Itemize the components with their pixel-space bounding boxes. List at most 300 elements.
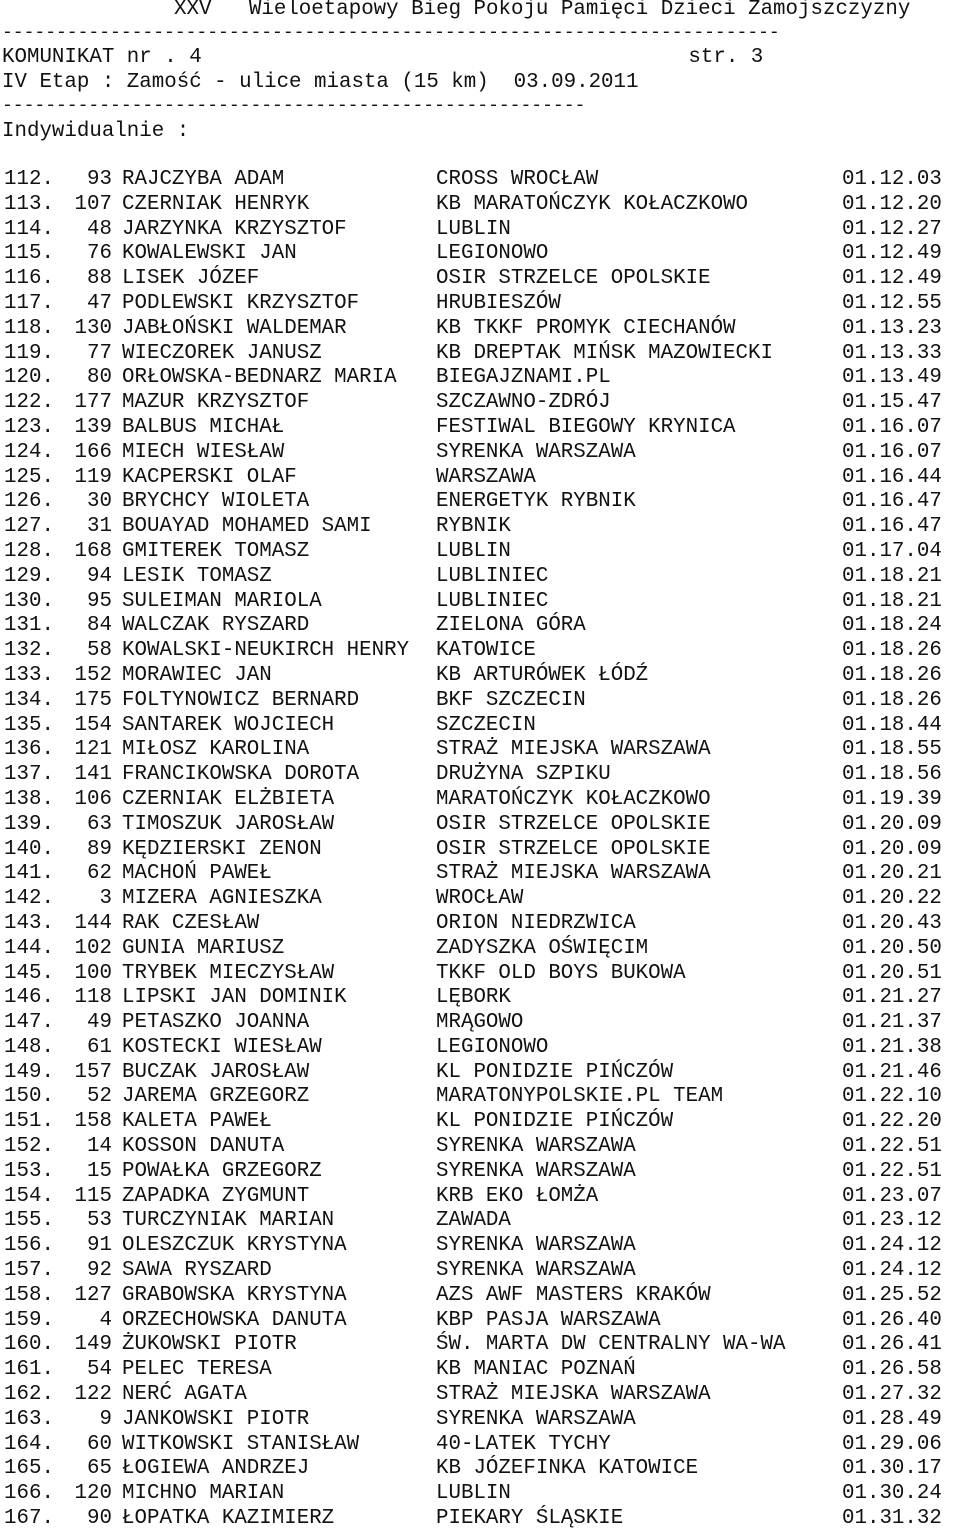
result-club: KATOWICE [436,639,536,663]
result-name: WITKOWSKI STANISŁAW [122,1432,360,1456]
result-bib: 177 [74,391,112,415]
result-time: 01.24.12 [842,1234,942,1258]
result-bib: 168 [74,539,112,563]
result-time: 01.17.04 [842,539,942,563]
result-name: KOWALEWSKI JAN [122,242,297,266]
result-time: 01.26.40 [842,1308,942,1332]
result-club: ORION NIEDRZWICA [436,911,636,935]
result-name: POWAŁKA GRZEGORZ [122,1159,322,1183]
result-club: ZIELONA GÓRA [436,614,586,638]
result-name: KOSTECKI WIESŁAW [122,1035,322,1059]
result-club: FESTIWAL BIEGOWY KRYNICA [436,415,736,439]
result-time: 01.15.47 [842,391,942,415]
result-club: WARSZAWA [436,465,536,489]
result-time: 01.20.22 [842,887,942,911]
result-bib: 94 [87,564,112,588]
result-row [0,1482,960,1507]
result-name: RAK CZESŁAW [122,911,260,935]
stage-line: IV Etap : Zamość - ulice miasta (15 km) 03.09.2011 [2,71,639,94]
result-row [0,1160,960,1185]
result-club: MARATONYPOLSKIE.PL TEAM [436,1085,724,1109]
result-place: 128. [4,539,54,563]
result-time: 01.22.20 [842,1110,942,1134]
result-bib: 65 [87,1457,112,1481]
result-bib: 31 [87,515,112,539]
result-bib: 88 [87,267,112,291]
result-club: MRĄGOWO [436,1011,524,1035]
result-time: 01.20.43 [842,911,942,935]
result-name: KALETA PAWEŁ [122,1110,272,1134]
result-time: 01.12.49 [842,267,942,291]
result-bib: 63 [87,812,112,836]
result-time: 01.18.26 [842,663,942,687]
result-time: 01.25.52 [842,1283,942,1307]
result-row [0,763,960,788]
result-place: 114. [4,217,54,241]
result-bib: 14 [87,1135,112,1159]
result-place: 150. [4,1085,54,1109]
result-bib: 141 [74,763,112,787]
document-title: XXV Wieloetapowy Bieg Pokoju Pamięci Dzieci Zamojszczyzny [174,0,911,21]
result-bib: 62 [87,862,112,886]
result-bib: 121 [74,738,112,762]
result-name: WIECZOREK JANUSZ [122,341,322,365]
result-name: ŻUKOWSKI PIOTR [122,1333,297,1357]
result-time: 01.21.46 [842,1060,942,1084]
result-place: 129. [4,564,54,588]
result-club: LUBLIN [436,1482,511,1506]
result-time: 01.20.21 [842,862,942,886]
result-name: NERĆ AGATA [122,1383,247,1407]
result-club: KB MANIAC POZNAŃ [436,1358,636,1382]
result-bib: 115 [74,1184,112,1208]
result-row [0,1284,960,1309]
result-time: 01.29.06 [842,1432,942,1456]
result-place: 138. [4,787,54,811]
result-club: LĘBORK [436,986,511,1010]
result-place: 148. [4,1035,54,1059]
result-time: 01.13.33 [842,341,942,365]
result-name: OLESZCZUK KRYSTYNA [122,1234,347,1258]
result-place: 149. [4,1060,54,1084]
result-name: LESIK TOMASZ [122,564,272,588]
result-row [0,490,960,515]
result-time: 01.27.32 [842,1383,942,1407]
result-bib: 107 [74,192,112,216]
result-club: 40-LATEK TYCHY [436,1432,611,1456]
result-place: 161. [4,1358,54,1382]
result-row [0,1309,960,1334]
result-place: 146. [4,986,54,1010]
result-bib: 144 [74,911,112,935]
result-place: 141. [4,862,54,886]
result-name: MIZERA AGNIESZKA [122,887,322,911]
result-name: BRYCHCY WIOLETA [122,490,310,514]
result-place: 127. [4,515,54,539]
result-club: ŚW. MARTA DW CENTRALNY WA-WA [436,1333,786,1357]
result-name: CZERNIAK HENRYK [122,192,310,216]
result-club: LEGIONOWO [436,1035,549,1059]
result-time: 01.22.10 [842,1085,942,1109]
result-time: 01.13.49 [842,366,942,390]
result-time: 01.31.32 [842,1507,942,1531]
result-place: 152. [4,1135,54,1159]
result-row [0,1383,960,1408]
result-place: 124. [4,440,54,464]
result-name: ŁOPATKA KAZIMIERZ [122,1507,335,1531]
result-place: 160. [4,1333,54,1357]
result-bib: 106 [74,787,112,811]
result-time: 01.12.27 [842,217,942,241]
result-time: 01.26.41 [842,1333,942,1357]
result-place: 136. [4,738,54,762]
result-time: 01.21.38 [842,1035,942,1059]
result-row [0,416,960,441]
result-place: 122. [4,391,54,415]
result-club: KL PONIDZIE PIŃCZÓW [436,1110,674,1134]
result-row [0,366,960,391]
result-row [0,515,960,540]
result-club: ZADYSZKA OŚWIĘCIM [436,936,649,960]
result-time: 01.24.12 [842,1259,942,1283]
result-club: SYRENKA WARSZAWA [436,1135,636,1159]
result-row [0,441,960,466]
category-label: Indywidualnie : [2,120,190,143]
result-name: CZERNIAK ELŻBIETA [122,787,335,811]
result-time: 01.18.56 [842,763,942,787]
result-place: 159. [4,1308,54,1332]
result-club: SYRENKA WARSZAWA [436,1407,636,1431]
result-place: 132. [4,639,54,663]
result-name: RAJCZYBA ADAM [122,168,285,191]
result-bib: 89 [87,837,112,861]
result-club: STRAŻ MIEJSKA WARSZAWA [436,1383,711,1407]
result-club: SZCZAWNO-ZDRÓJ [436,391,611,415]
result-bib: 58 [87,639,112,663]
result-club: CROSS WROCŁAW [436,168,599,191]
result-place: 118. [4,316,54,340]
result-place: 167. [4,1507,54,1531]
result-time: 01.12.03 [842,168,942,191]
result-row [0,218,960,243]
result-bib: 30 [87,490,112,514]
result-name: MICHNO MARIAN [122,1482,285,1506]
result-name: FOLTYNOWICZ BERNARD [122,688,360,712]
result-time: 01.13.23 [842,316,942,340]
komunikat-line: KOMUNIKAT nr . 4 str. 3 [2,46,764,69]
result-club: MARATOŃCZYK KOŁACZKOWO [436,787,711,811]
result-row [0,1433,960,1458]
result-club: SZCZECIN [436,713,536,737]
result-bib: 100 [74,961,112,985]
result-club: BIEGAJZNAMI.PL [436,366,611,390]
result-name: LISEK JÓZEF [122,267,260,291]
result-time: 01.28.49 [842,1407,942,1431]
result-row [0,391,960,416]
result-name: MAZUR KRZYSZTOF [122,391,310,415]
result-bib: 76 [87,242,112,266]
result-bib: 54 [87,1358,112,1382]
result-time: 01.16.07 [842,415,942,439]
result-club: RYBNIK [436,515,511,539]
result-name: MIŁOSZ KAROLINA [122,738,310,762]
result-bib: 77 [87,341,112,365]
result-place: 158. [4,1283,54,1307]
result-place: 119. [4,341,54,365]
result-place: 134. [4,688,54,712]
result-bib: 61 [87,1035,112,1059]
result-time: 01.12.20 [842,192,942,216]
result-bib: 53 [87,1209,112,1233]
result-club: DRUŻYNA SZPIKU [436,763,611,787]
result-club: HRUBIESZÓW [436,291,561,315]
result-bib: 48 [87,217,112,241]
result-name: SULEIMAN MARIOLA [122,589,322,613]
result-time: 01.21.37 [842,1011,942,1035]
result-row [0,912,960,937]
result-time: 01.12.49 [842,242,942,266]
result-bib: 4 [99,1308,112,1332]
result-place: 133. [4,663,54,687]
result-time: 01.18.21 [842,564,942,588]
result-place: 123. [4,415,54,439]
result-name: GRABOWSKA KRYSTYNA [122,1283,347,1307]
result-row [0,540,960,565]
result-bib: 175 [74,688,112,712]
result-row [0,168,960,193]
result-name: JAREMA GRZEGORZ [122,1085,310,1109]
result-time: 01.18.21 [842,589,942,613]
result-club: OSIR STRZELCE OPOLSKIE [436,267,711,291]
result-row [0,813,960,838]
result-row [0,1110,960,1135]
result-row [0,1408,960,1433]
result-club: PIEKARY ŚLĄSKIE [436,1507,624,1531]
result-time: 01.26.58 [842,1358,942,1382]
result-place: 130. [4,589,54,613]
result-bib: 84 [87,614,112,638]
results-list [0,168,960,1532]
result-club: LUBLINIEC [436,564,549,588]
result-club: BKF SZCZECIN [436,688,586,712]
result-row [0,292,960,317]
result-row [0,962,960,987]
result-time: 01.16.07 [842,440,942,464]
result-row [0,664,960,689]
result-place: 144. [4,936,54,960]
result-place: 137. [4,763,54,787]
result-time: 01.30.17 [842,1457,942,1481]
result-bib: 90 [87,1507,112,1531]
result-row [0,565,960,590]
result-place: 153. [4,1159,54,1183]
result-bib: 9 [99,1407,112,1431]
result-row [0,689,960,714]
result-place: 142. [4,887,54,911]
result-place: 166. [4,1482,54,1506]
result-name: BALBUS MICHAŁ [122,415,285,439]
result-club: STRAŻ MIEJSKA WARSZAWA [436,738,711,762]
result-club: KB JÓZEFINKA KATOWICE [436,1457,699,1481]
result-bib: 102 [74,936,112,960]
result-row [0,986,960,1011]
result-name: GMITEREK TOMASZ [122,539,310,563]
result-bib: 130 [74,316,112,340]
result-name: TURCZYNIAK MARIAN [122,1209,335,1233]
result-place: 154. [4,1184,54,1208]
result-club: STRAŻ MIEJSKA WARSZAWA [436,862,711,886]
result-name: MIECH WIESŁAW [122,440,285,464]
result-time: 01.19.39 [842,787,942,811]
result-row [0,862,960,887]
result-place: 143. [4,911,54,935]
result-club: WROCŁAW [436,887,524,911]
result-name: ORZECHOWSKA DANUTA [122,1308,347,1332]
result-club: ZAWADA [436,1209,511,1233]
result-place: 151. [4,1110,54,1134]
result-place: 139. [4,812,54,836]
result-name: SANTAREK WOJCIECH [122,713,335,737]
result-row [0,1259,960,1284]
result-club: KB DREPTAK MIŃSK MAZOWIECKI [436,341,773,365]
result-name: KACPERSKI OLAF [122,465,297,489]
result-bib: 47 [87,291,112,315]
result-time: 01.12.55 [842,291,942,315]
result-club: ENERGETYK RYBNIK [436,490,636,514]
result-name: MORAWIEC JAN [122,663,272,687]
result-club: KB MARATOŃCZYK KOŁACZKOWO [436,192,749,216]
result-row [0,639,960,664]
result-name: PETASZKO JOANNA [122,1011,310,1035]
result-name: ZAPADKA ZYGMUNT [122,1184,310,1208]
result-bib: 15 [87,1159,112,1183]
result-place: 113. [4,192,54,216]
result-name: JANKOWSKI PIOTR [122,1407,310,1431]
result-club: SYRENKA WARSZAWA [436,1234,636,1258]
result-bib: 93 [87,168,112,191]
result-club: KRB EKO ŁOMŻA [436,1184,599,1208]
result-time: 01.22.51 [842,1159,942,1183]
result-bib: 152 [74,663,112,687]
result-bib: 149 [74,1333,112,1357]
result-place: 155. [4,1209,54,1233]
result-bib: 80 [87,366,112,390]
result-name: TIMOSZUK JAROSŁAW [122,812,335,836]
result-name: JABŁOŃSKI WALDEMAR [122,316,347,340]
result-place: 145. [4,961,54,985]
result-place: 165. [4,1457,54,1481]
result-row [0,1135,960,1160]
result-club: AZS AWF MASTERS KRAKÓW [436,1283,711,1307]
result-time: 01.20.50 [842,936,942,960]
result-time: 01.21.27 [842,986,942,1010]
result-row [0,1358,960,1383]
result-row [0,1209,960,1234]
result-row [0,342,960,367]
result-bib: 91 [87,1234,112,1258]
result-bib: 166 [74,440,112,464]
result-place: 126. [4,490,54,514]
result-row [0,714,960,739]
result-bib: 3 [99,887,112,911]
result-club: SYRENKA WARSZAWA [436,440,636,464]
result-name: TRYBEK MIECZYSŁAW [122,961,335,985]
result-name: ŁOGIEWA ANDRZEJ [122,1457,310,1481]
result-row [0,1507,960,1532]
result-row [0,1333,960,1358]
result-row [0,317,960,342]
result-bib: 60 [87,1432,112,1456]
result-name: BUCZAK JAROSŁAW [122,1060,310,1084]
result-place: 140. [4,837,54,861]
result-bib: 127 [74,1283,112,1307]
result-club: OSIR STRZELCE OPOLSKIE [436,812,711,836]
result-time: 01.16.47 [842,490,942,514]
result-bib: 118 [74,986,112,1010]
result-place: 156. [4,1234,54,1258]
result-name: PELEC TERESA [122,1358,272,1382]
result-row [0,1185,960,1210]
result-place: 125. [4,465,54,489]
result-club: KB TKKF PROMYK CIECHANÓW [436,316,736,340]
rule-mid: ------------------------------------------------------ [2,96,586,116]
result-name: PODLEWSKI KRZYSZTOF [122,291,360,315]
result-place: 162. [4,1383,54,1407]
result-bib: 120 [74,1482,112,1506]
result-time: 01.30.24 [842,1482,942,1506]
result-place: 112. [4,168,54,191]
result-name: KOSSON DANUTA [122,1135,285,1159]
result-name: WALCZAK RYSZARD [122,614,310,638]
result-row [0,614,960,639]
result-club: KBP PASJA WARSZAWA [436,1308,661,1332]
result-name: BOUAYAD MOHAMED SAMI [122,515,372,539]
result-row [0,1036,960,1061]
result-name: KOWALSKI-NEUKIRCH HENRY [122,639,410,663]
result-place: 116. [4,267,54,291]
result-row [0,788,960,813]
result-name: ORŁOWSKA-BEDNARZ MARIA [122,366,397,390]
result-place: 163. [4,1407,54,1431]
result-row [0,193,960,218]
result-row [0,838,960,863]
result-row [0,267,960,292]
result-time: 01.16.47 [842,515,942,539]
result-place: 164. [4,1432,54,1456]
result-club: LUBLIN [436,539,511,563]
result-name: KĘDZIERSKI ZENON [122,837,322,861]
result-club: LUBLIN [436,217,511,241]
result-club: LEGIONOWO [436,242,549,266]
result-bib: 119 [74,465,112,489]
result-club: TKKF OLD BOYS BUKOWA [436,961,686,985]
result-name: FRANCIKOWSKA DOROTA [122,763,360,787]
result-club: KL PONIDZIE PIŃCZÓW [436,1060,674,1084]
result-place: 131. [4,614,54,638]
result-name: SAWA RYSZARD [122,1259,272,1283]
result-time: 01.18.26 [842,688,942,712]
result-row [0,1061,960,1086]
result-row [0,1085,960,1110]
result-place: 157. [4,1259,54,1283]
result-time: 01.22.51 [842,1135,942,1159]
result-time: 01.20.09 [842,812,942,836]
result-time: 01.18.55 [842,738,942,762]
result-time: 01.23.12 [842,1209,942,1233]
result-place: 135. [4,713,54,737]
result-row [0,590,960,615]
result-time: 01.18.44 [842,713,942,737]
